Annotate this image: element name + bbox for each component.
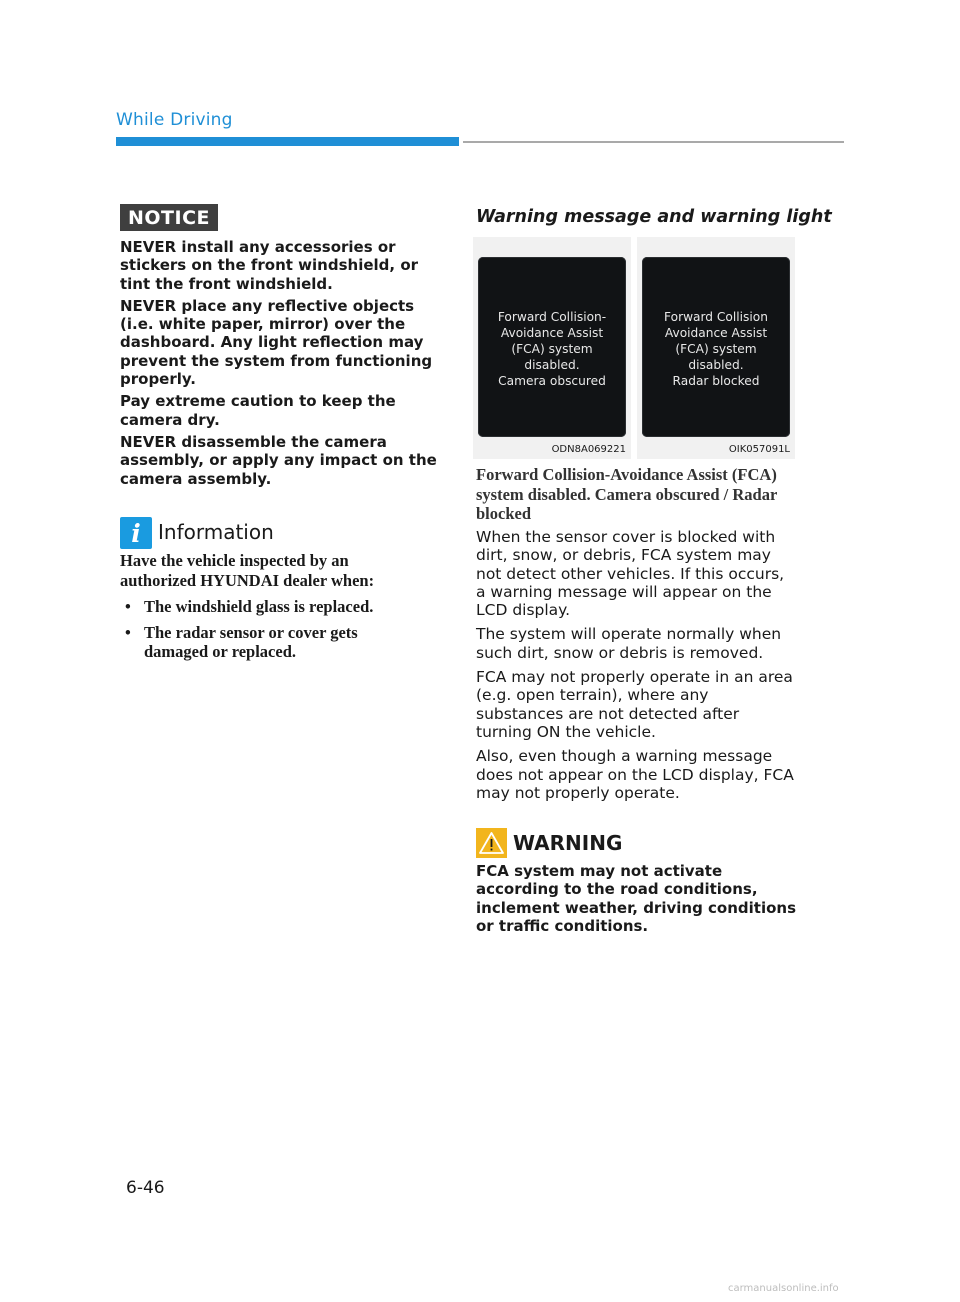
warning-triangle-icon xyxy=(476,828,507,858)
sub-heading: Warning message and warning light xyxy=(476,207,832,227)
information-lead: Have the vehicle inspected by an authorized HYUNDAI dealer when: xyxy=(120,551,375,590)
information-list xyxy=(120,597,420,662)
notice-paragraph: NEVER install any accessories or stickers on the front windshield, or tint the front windshield. xyxy=(120,238,419,293)
info-icon xyxy=(120,517,152,549)
body-paragraph: Also, even though a warning message does not appear on the LCD display, FCA may not properly operate. xyxy=(476,747,794,802)
cluster-display xyxy=(642,257,790,437)
info-icon-glyph: i xyxy=(131,519,141,548)
information-title: Information xyxy=(158,520,274,544)
notice-body xyxy=(120,238,446,492)
figure-code: ODN8A069221 xyxy=(551,444,626,455)
display-line: Camera obscured xyxy=(498,374,606,388)
notice-badge: NOTICE xyxy=(120,204,218,231)
body-paragraph: FCA may not properly operate in an area (e.g. open terrain), where any substances are not detected after turning ON the vehicle. xyxy=(476,668,793,741)
bullet: • xyxy=(125,597,131,616)
information-body xyxy=(120,551,420,668)
figure-code: OIK057091L xyxy=(728,444,790,455)
warning-body: FCA system may not activate according to the road conditions, inclement weather, driving conditions or traffic conditions. xyxy=(476,862,797,935)
display-line: disabled. xyxy=(524,358,580,372)
figure-caption: Forward Collision-Avoidance Assist (FCA) system disabled. Camera obscured / Radar blocked xyxy=(476,465,777,523)
list-item xyxy=(120,597,420,617)
header-rule-blue xyxy=(116,137,459,146)
cluster-display xyxy=(478,257,626,437)
notice-paragraph: NEVER place any reflective objects (i.e. white paper, mirror) over the dashboard. Any light reflection may prevent the system from functioning properly. xyxy=(120,296,433,389)
display-line: Forward Collision xyxy=(664,310,768,324)
figure-radar-blocked xyxy=(637,237,795,459)
display-line: Radar blocked xyxy=(672,374,760,388)
display-line: disabled. xyxy=(688,358,744,372)
page-number: 6-46 xyxy=(126,1178,165,1198)
display-line: Avoidance Assist xyxy=(500,326,604,340)
notice-paragraph: NEVER disassemble the camera assembly, or apply any impact on the camera assembly. xyxy=(120,432,437,488)
list-item-text: The windshield glass is replaced. xyxy=(144,597,374,616)
header-rule-grey xyxy=(463,141,844,143)
body-paragraph: When the sensor cover is blocked with dirt, snow, or debris, FCA system may not detect other vehicles. If this occurs, a warning message will appear on the LCD display. xyxy=(476,528,785,620)
display-line: Avoidance Assist xyxy=(664,326,768,340)
display-line: (FCA) system xyxy=(675,342,757,356)
body-paragraph: The system will operate normally when such dirt, snow or debris is removed. xyxy=(476,625,782,662)
display-line: Forward Collision- xyxy=(497,310,607,324)
list-item-text: The radar sensor or cover gets damaged or replaced. xyxy=(144,622,358,661)
notice-paragraph: Pay extreme caution to keep the camera dry. xyxy=(120,392,396,429)
display-message xyxy=(642,309,790,389)
bullet: • xyxy=(125,622,131,642)
figure-camera-obscured xyxy=(473,237,631,459)
watermark: carmanualsonline.info xyxy=(728,1283,839,1294)
display-line: (FCA) system xyxy=(511,342,593,356)
list-item xyxy=(120,623,420,662)
warning-title: WARNING xyxy=(513,831,623,855)
section-body xyxy=(476,528,798,808)
display-message xyxy=(478,309,626,389)
section-title: While Driving xyxy=(116,110,233,130)
